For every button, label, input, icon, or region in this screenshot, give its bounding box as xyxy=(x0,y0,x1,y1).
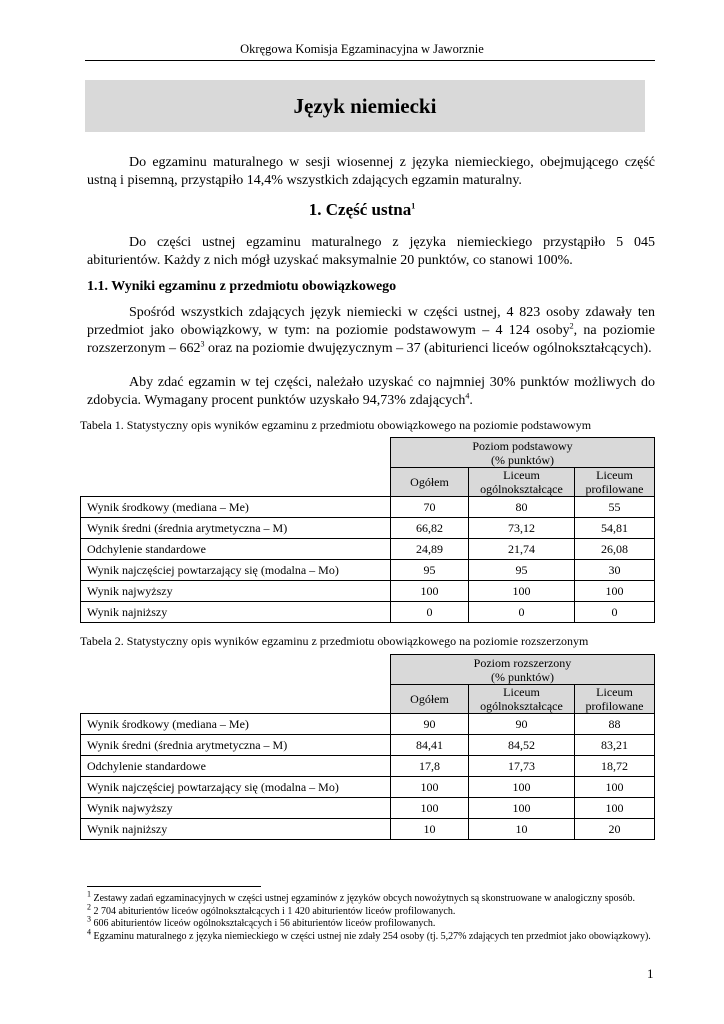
table-row xyxy=(81,735,655,756)
table-cell: 54,81 xyxy=(575,518,655,539)
footnote-number: 1 xyxy=(87,889,91,899)
table-cell: 20 xyxy=(575,819,655,840)
footnote-text: Egzaminu maturalnego z języka niemieckiego w części ustnej nie zdały 254 osoby (tj. 5,27% zdających ten przedmiot jako obowiązkowy). xyxy=(91,930,651,942)
row-label: Wynik najczęściej powtarzający się (modalna – Mo) xyxy=(81,777,391,798)
footnotes xyxy=(87,889,655,943)
text-run: Aby zdać egzamin w tej części, należało uzyskać co najmniej 30% punktów możliwych do zdobycia. Wymagany procent punktów uzyskało 94,73% zdających xyxy=(87,375,655,408)
table-cell: 70 xyxy=(391,497,469,518)
footnote xyxy=(87,914,655,931)
table1 xyxy=(80,437,655,623)
col-header-total: Ogółem xyxy=(391,468,469,497)
col-header-lp xyxy=(575,468,655,497)
table1-caption: Tabela 1. Statystyczny opis wyników egzaminu z przedmiotu obowiązkowego na poziomie podstawowym xyxy=(80,418,592,432)
group-header-line1: Poziom podstawowy xyxy=(472,438,573,453)
row-label: Wynik środkowy (mediana – Me) xyxy=(81,714,391,735)
empty-corner xyxy=(81,655,391,685)
table-cell: 66,82 xyxy=(391,518,469,539)
footnote-number: 4 xyxy=(87,927,91,937)
subsection-paragraph-1 xyxy=(87,304,655,358)
table-cell: 0 xyxy=(391,602,469,623)
group-header-line1: Poziom rozszerzony xyxy=(473,655,572,670)
table-row xyxy=(81,777,655,798)
subsection-paragraph-2 xyxy=(87,374,655,410)
table-cell: 30 xyxy=(575,560,655,581)
footnote-ref-4: 4 xyxy=(465,391,470,401)
col-header-line: Liceum xyxy=(503,468,540,482)
row-label: Wynik najniższy xyxy=(81,602,391,623)
section-heading-text: 1. Część ustna xyxy=(308,200,412,219)
col-header-total: Ogółem xyxy=(391,685,469,714)
text-run: oraz na poziomie dwujęzycznym – 37 (abiturienci liceów ogólnokształcących). xyxy=(204,341,652,356)
row-label: Wynik najczęściej powtarzający się (modalna – Mo) xyxy=(81,560,391,581)
table-cell: 100 xyxy=(391,777,469,798)
row-label: Wynik najniższy xyxy=(81,819,391,840)
table-cell: 100 xyxy=(391,581,469,602)
col-header-lo xyxy=(469,685,575,714)
footnote-ref-2: 2 xyxy=(569,321,574,331)
table-row xyxy=(81,539,655,560)
section-heading xyxy=(0,200,724,220)
table-cell: 100 xyxy=(575,777,655,798)
row-label: Wynik środkowy (mediana – Me) xyxy=(81,497,391,518)
table-cell: 55 xyxy=(575,497,655,518)
table-cell: 21,74 xyxy=(469,539,575,560)
table-cell: 26,08 xyxy=(575,539,655,560)
table-cell: 10 xyxy=(469,819,575,840)
row-label: Wynik średni (średnia arytmetyczna – M) xyxy=(81,735,391,756)
table-cell: 95 xyxy=(469,560,575,581)
table-row xyxy=(81,560,655,581)
empty-corner xyxy=(81,685,391,714)
col-header-line: Liceum xyxy=(503,685,540,699)
empty-corner xyxy=(81,468,391,497)
table-cell: 100 xyxy=(575,798,655,819)
table-row xyxy=(81,581,655,602)
table-row xyxy=(81,798,655,819)
table-cell: 0 xyxy=(469,602,575,623)
intro-paragraph: Do egzaminu maturalnego w sesji wiosennej z języka niemieckiego, obejmującego część ustną i pisemną, przystąpiło 14,4% wszystkich zdających egzamin maturalny. xyxy=(87,155,655,188)
table-cell: 100 xyxy=(469,581,575,602)
row-label: Wynik średni (średnia arytmetyczna – M) xyxy=(81,518,391,539)
table-cell: 17,8 xyxy=(391,756,469,777)
table-cell: 17,73 xyxy=(469,756,575,777)
table-cell: 10 xyxy=(391,819,469,840)
subsection-heading: 1.1. Wyniki egzaminu z przedmiotu obowiązkowego xyxy=(87,279,397,294)
footnote-text: 2 704 abiturientów liceów ogólnokształcących i 1 420 abiturientów liceów profilowanych. xyxy=(91,905,456,917)
col-header-line: ogólnokształcące xyxy=(480,699,563,713)
table-cell: 95 xyxy=(391,560,469,581)
table-row xyxy=(81,518,655,539)
table-cell: 90 xyxy=(391,714,469,735)
footnote xyxy=(87,889,655,906)
col-header-line: ogólnokształcące xyxy=(480,482,563,496)
table-cell: 18,72 xyxy=(575,756,655,777)
table-cell: 88 xyxy=(575,714,655,735)
table-cell: 24,89 xyxy=(391,539,469,560)
col-header-line: Liceum xyxy=(596,685,633,699)
table-cell: 80 xyxy=(469,497,575,518)
page-title: Język niemiecki xyxy=(85,80,645,132)
text-run: Spośród wszystkich zdających język niemiecki w części ustnej, 4 823 osoby zdawały ten przedmiot jako obowiązkowy, w tym: na poziomie podstawowym – 4 124 osoby xyxy=(87,305,655,338)
table-cell: 83,21 xyxy=(575,735,655,756)
table-cell: 100 xyxy=(469,777,575,798)
text-run: , na poziomie rozszerzonym – 662 xyxy=(87,323,656,356)
footnote-text: Zestawy zadań egzaminacyjnych w części ustnej egzaminów z języków obcych nowożytnych są skonstruowane w analogiczny sposób. xyxy=(91,893,635,904)
page-number: 1 xyxy=(647,966,654,981)
text-run: . xyxy=(469,393,473,408)
col-header-line: Liceum xyxy=(596,468,633,482)
table-row xyxy=(81,819,655,840)
col-header-lp xyxy=(575,685,655,714)
table-cell: 0 xyxy=(575,602,655,623)
table-cell: 73,12 xyxy=(469,518,575,539)
footnote-number: 3 xyxy=(87,914,91,924)
footnote-rule xyxy=(87,886,261,887)
row-label: Wynik najwyższy xyxy=(81,798,391,819)
col-header-line: profilowane xyxy=(585,699,644,713)
row-label: Odchylenie standardowe xyxy=(81,756,391,777)
table-cell: 84,52 xyxy=(469,735,575,756)
table-row xyxy=(81,756,655,777)
row-label: Odchylenie standardowe xyxy=(81,539,391,560)
table-cell: 100 xyxy=(391,798,469,819)
footnote-ref-1: 1 xyxy=(411,201,416,211)
table-cell: 90 xyxy=(469,714,575,735)
table-cell: 84,41 xyxy=(391,735,469,756)
footnote-number: 2 xyxy=(87,902,91,912)
table2-group-header xyxy=(391,655,655,685)
footnote-ref-3: 3 xyxy=(200,339,205,349)
header-rule xyxy=(85,60,655,61)
col-header-lo xyxy=(469,468,575,497)
group-header-line2: (% punktów) xyxy=(491,452,554,467)
footnote xyxy=(87,902,655,919)
section-paragraph: Do części ustnej egzaminu maturalnego z języka niemieckiego przystąpiło 5 045 abiturientów. Każdy z nich mógł uzyskać maksymalnie 20 punktów, co stanowi 100%. xyxy=(87,235,655,268)
empty-corner xyxy=(81,438,391,468)
col-header-line: profilowane xyxy=(585,482,644,496)
running-header: Okręgowa Komisja Egzaminacyjna w Jaworznie xyxy=(240,42,484,56)
group-header-line2: (% punktów) xyxy=(491,669,554,684)
table-cell: 100 xyxy=(469,798,575,819)
footnote-text: 606 abiturientów liceów ogólnokształcących i 56 abiturientów liceów profilowanych. xyxy=(91,918,436,929)
table-cell: 100 xyxy=(575,581,655,602)
table2 xyxy=(80,654,655,840)
footnote xyxy=(87,927,655,944)
table2-caption: Tabela 2. Statystyczny opis wyników egzaminu z przedmiotu obowiązkowego na poziomie rozszerzonym xyxy=(80,634,589,648)
row-label: Wynik najwyższy xyxy=(81,581,391,602)
table-row xyxy=(81,602,655,623)
table1-group-header xyxy=(391,438,655,468)
table-row xyxy=(81,497,655,518)
table-row xyxy=(81,714,655,735)
